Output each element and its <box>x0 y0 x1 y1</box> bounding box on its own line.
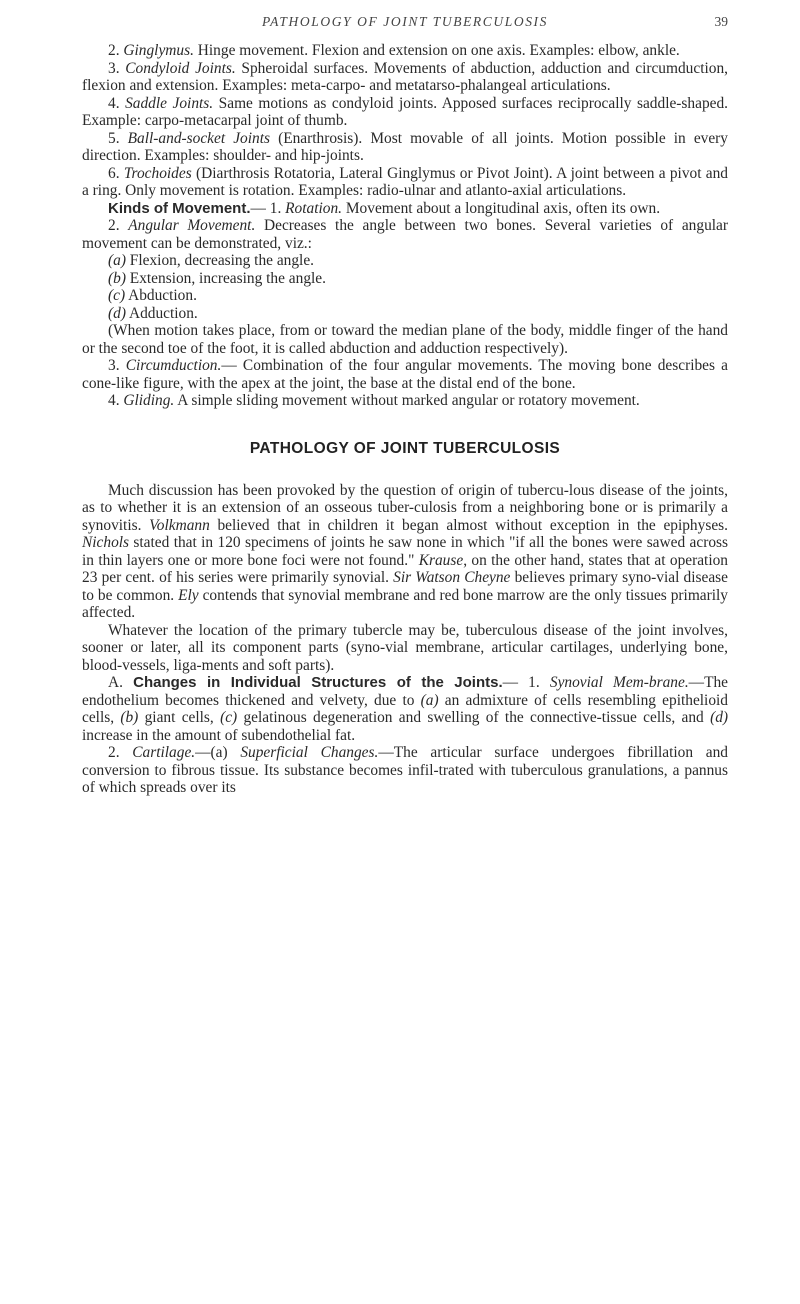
paragraph-gliding: 4. Gliding. A simple sliding movement without marked angular or rotatory movement. <box>108 392 640 409</box>
paragraph-origin-discussion: Much discussion has been provoked by the question of origin of tubercu-lous disease of the joints, as to whether it is an extension of an osseous tuber-culosis from a neighboring bone or is primarily a synovitis. Volkmann believed that in children it began almost without exception in the epiphyses. Nichols stated that in 120 specimens of joints he saw none in which "if all the bones were sawed across in thin layers one or more bone foci were not found." Krause, on the other hand, states that at operation 23 per cent. of his series were primarily synovial. Sir Watson Cheyne believes primary syno-vial disease to be common. Ely contends that synovial membrane and red bone marrow are the only tissues primarily affected. <box>82 481 728 621</box>
running-title: PATHOLOGY OF JOINT TUBERCULOSIS <box>261 14 548 29</box>
paragraph-ginglymus: 2. Ginglymus. Hinge movement. Flexion and extension on one axis. Examples: elbow, ankle. <box>108 42 680 59</box>
paragraph-note: (When motion takes place, from or toward the median plane of the body, middle finger of the hand or the second toe of the foot, it is called abduction and adduction respectively). <box>82 322 728 357</box>
paragraph-synovial-membrane: A. Changes in Individual Structures of the Joints.— 1. Synovial Mem-brane.—The endothelium becomes thickened and velvety, due to (a) an admixture of cells resembling epithelioid cells, (b) giant cells, (c) gelatinous degeneration and swelling of the connective-tissue cells, and (d) increase in the amount of subendothelial fat. <box>82 674 729 744</box>
paragraph-circumduction: 3. Circumduction.— Combination of the four angular movements. The moving bone describes a cone-like figure, with the apex at the joint, the base at the distal end of the bone. <box>82 357 729 392</box>
changes-heading: Changes in Individual Structures of the Joints. <box>133 674 503 691</box>
kinds-heading: Kinds of Movement. <box>108 199 251 217</box>
paragraph-angular: 2. Angular Movement. Decreases the angle between two bones. Several varieties of angular movement can be demonstrated, viz.: <box>82 217 728 252</box>
list-item-adduction: (d) Adduction. <box>108 304 198 322</box>
list-item-abduction: (c) Abduction. <box>108 287 197 304</box>
paragraph-kinds-of-movement: Kinds of Movement.— 1. Rotation. Movement about a longitudinal axis, often its own. <box>108 199 661 217</box>
list-item-flexion: (a) Flexion, decreasing the angle. <box>108 252 314 269</box>
section-heading: PATHOLOGY OF JOINT TUBERCULOSIS <box>249 439 561 457</box>
page-number: 39 <box>714 14 728 29</box>
book-page <box>82 14 728 797</box>
list-item-extension: (b) Extension, increasing the angle. <box>108 269 326 287</box>
paragraph-ball-socket: 5. Ball-and-socket Joints (Enarthrosis). Most movable of all joints. Motion possible in every direction. Examples: shoulder- and hip-joints. <box>82 129 729 164</box>
paragraph-cartilage: 2. Cartilage.—(a) Superficial Changes.—The articular surface undergoes fibrillation and conversion to fibrous tissue. Its substance becomes infil-trated with tuberculous granulations, a pannus of which spreads over its <box>82 744 728 796</box>
paragraph-involvement: Whatever the location of the primary tubercle may be, tuberculous disease of the joint involves, sooner or later, all its component parts (syno-vial membrane, articular cartilages, underlying bone, blood-vessels, liga-ments and soft parts). <box>82 621 728 674</box>
paragraph-condyloid: 3. Condyloid Joints. Spheroidal surfaces. Movements of abduction, adduction and circumduction, flexion and extension. Examples: meta-carpo- and metatarso-phalangeal articulations. <box>82 59 728 94</box>
running-head <box>82 14 728 42</box>
paragraph-trochoides: 6. Trochoides (Diarthrosis Rotatoria, Lateral Ginglymus or Pivot Joint). A joint between a pivot and a ring. Only movement is rotation. Examples: radio-ulnar and atlanto-axial articulations. <box>82 164 728 199</box>
paragraph-saddle: 4. Saddle Joints. Same motions as condyloid joints. Apposed surfaces reciprocally saddle-shaped. Example: carpo-metacarpal joint of thumb. <box>82 94 729 129</box>
